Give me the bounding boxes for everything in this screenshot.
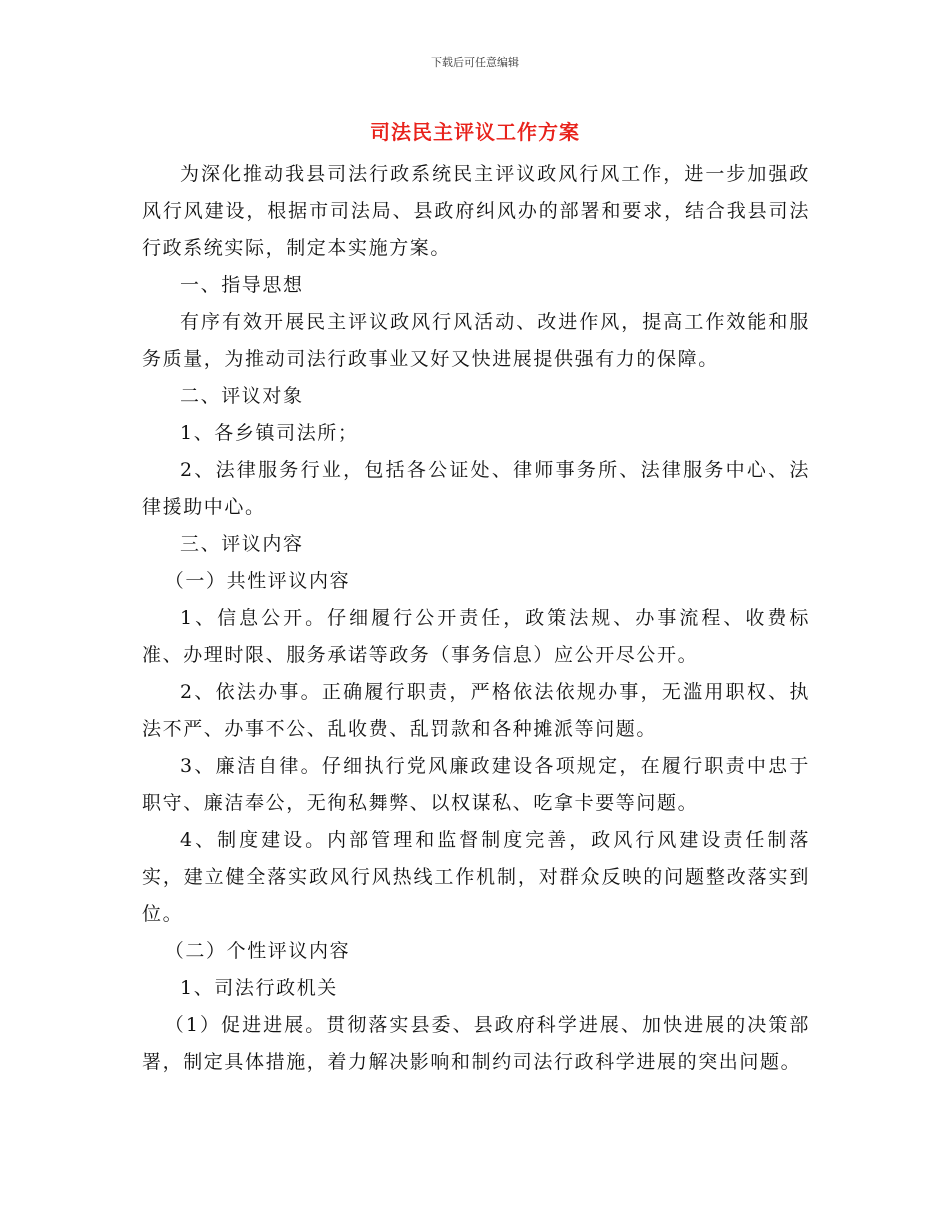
paragraph-guiding-thought: 有序有效开展民主评议政风行风活动、改进作风，提高工作效能和服务质量，为推动司法行政事业又好又快进展提供强有力的保障。 xyxy=(142,311,810,370)
heading-evaluation-targets: 二、评议对象 xyxy=(180,385,304,407)
list-item-target-2: 2、法律服务行业，包括各公证处、律师事务所、法律服务中心、法律援助中心。 xyxy=(142,459,810,518)
list-item-info-disclosure: 1、信息公开。仔细履行公开责任，政策法规、办事流程、收费标准、办理时限、服务承诺等政务（事务信息）应公开尽公开。 xyxy=(142,607,810,666)
document-body xyxy=(142,156,810,1081)
subheading-specific-content: （二）个性评议内容 xyxy=(164,940,351,962)
heading-guiding-thought: 一、指导思想 xyxy=(180,274,304,296)
list-item-integrity: 3、廉洁自律。仔细执行党风廉政建设各项规定，在履行职责中忠于职守、廉洁奉公，无徇私舞弊、以权谋私、吃拿卡要等问题。 xyxy=(142,755,810,814)
heading-evaluation-content: 三、评议内容 xyxy=(180,533,304,555)
list-item-system-building: 4、制度建设。内部管理和监督制度完善，政风行风建设责任制落实，建立健全落实政风行风热线工作机制，对群众反映的问题整改落实到位。 xyxy=(142,829,810,925)
list-item-lawful-conduct: 2、依法办事。正确履行职责，严格依法依规办事，无滥用职权、执法不严、办事不公、乱收费、乱罚款和各种摊派等问题。 xyxy=(142,681,810,740)
subheading-common-content: （一）共性评议内容 xyxy=(164,570,351,592)
list-item-judicial-admin: 1、司法行政机关 xyxy=(180,977,338,999)
header-note: 下载后可任意编辑 xyxy=(431,56,519,69)
list-item-target-1: 1、各乡镇司法所； xyxy=(180,422,359,444)
paragraph-intro: 为深化推动我县司法行政系统民主评议政风行风工作，进一步加强政风行风建设，根据市司法局、县政府纠风办的部署和要求，结合我县司法行政系统实际，制定本实施方案。 xyxy=(142,163,810,259)
list-item-promote-progress: （1）促进进展。贯彻落实县委、县政府科学进展、加快进展的决策部署，制定具体措施，着力解决影响和制约司法行政科学进展的突出问题。 xyxy=(142,1014,810,1073)
document-title: 司法民主评议工作方案 xyxy=(370,120,580,144)
